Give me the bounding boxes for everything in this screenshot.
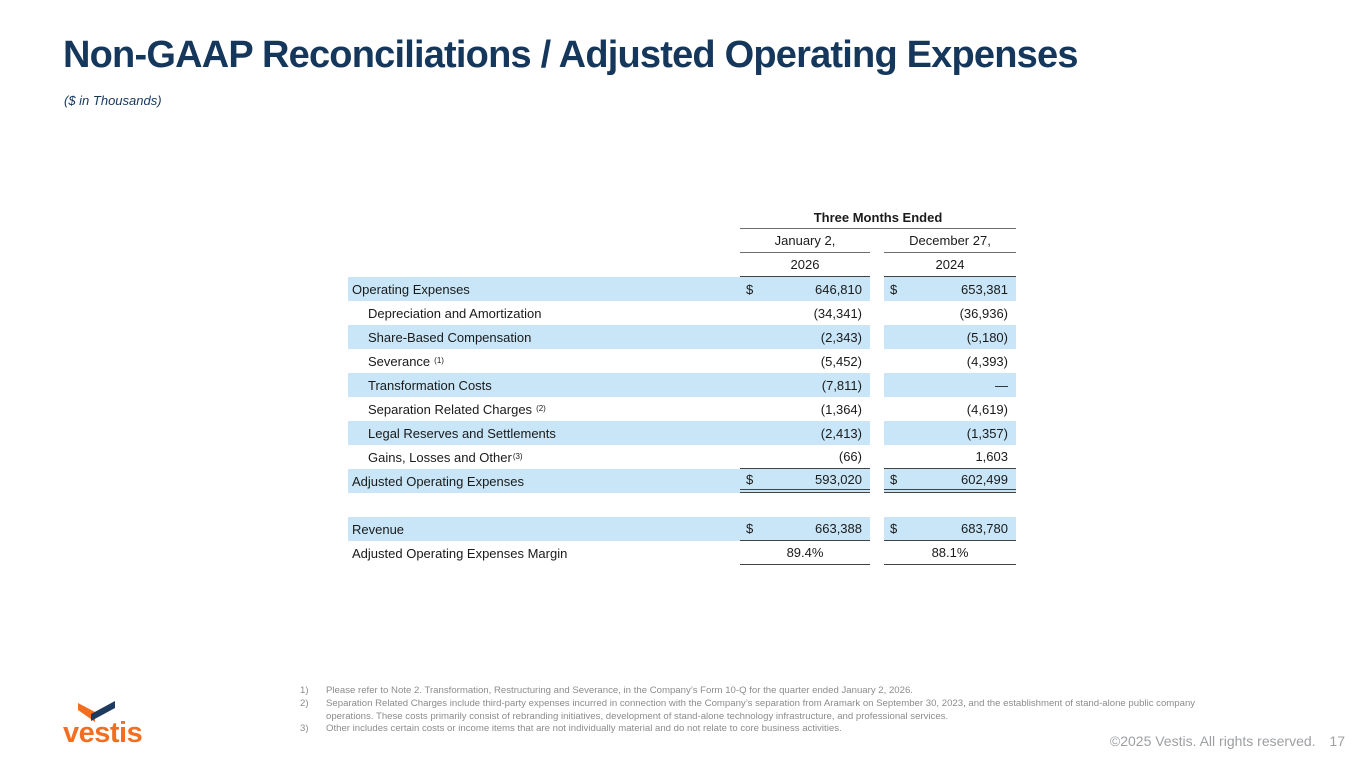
- value-cell: (5,180): [884, 325, 1016, 349]
- column-gutter: [870, 253, 884, 277]
- column-header-date-1: January 2,: [740, 229, 870, 253]
- column-gutter: [870, 229, 884, 253]
- value-cell: (2,413): [740, 421, 870, 445]
- table-row: [348, 325, 1016, 349]
- row-label: Revenue: [348, 517, 740, 541]
- table-row: [348, 541, 1016, 565]
- row-label: Separation Related Charges (2): [348, 397, 740, 421]
- value-cell: [740, 277, 870, 301]
- table-body: [348, 277, 1016, 565]
- row-label: Share-Based Compensation: [348, 325, 740, 349]
- row-label: Gains, Losses and Other (3): [348, 445, 740, 469]
- table-row: [348, 421, 1016, 445]
- footnote-3: [300, 723, 1196, 736]
- dollar-sign: $: [746, 281, 754, 297]
- empty-header-cell: [348, 229, 740, 253]
- row-label: Operating Expenses: [348, 277, 740, 301]
- value-cell: [740, 469, 870, 493]
- value-cell: (34,341): [740, 301, 870, 325]
- value-number: 593,020: [815, 471, 862, 487]
- financial-table: [348, 206, 1016, 565]
- footnote-2: [300, 698, 1196, 724]
- column-header-year-2: 2024: [884, 253, 1016, 277]
- value-cell: [740, 517, 870, 541]
- footnote-text: Separation Related Charges include third-party expenses incurred in connection with the Company’s separation from Aramark on September 30, 2023, and the establishment of stand-alone public company operations. These costs primarily consist of rebranding initiatives, development of stand-alone technology infrastructure, and professional services.: [326, 697, 1196, 722]
- value-cell: 1,603: [884, 445, 1016, 469]
- value-number: 646,810: [815, 281, 862, 297]
- page-number: 17: [1329, 733, 1345, 749]
- value-number: 602,499: [961, 471, 1008, 487]
- value-cell: (66): [740, 445, 870, 469]
- footnote-number: 1): [300, 685, 309, 696]
- table-row: [348, 469, 1016, 493]
- table-row: [348, 445, 1016, 469]
- column-gutter: [870, 541, 884, 565]
- empty-header-cell: [348, 253, 740, 277]
- column-gutter: [870, 325, 884, 349]
- table-row: [348, 397, 1016, 421]
- footnotes: [300, 685, 1196, 736]
- column-gutter: [870, 373, 884, 397]
- table-group-header: Three Months Ended: [740, 206, 1016, 229]
- copyright-text: ©2025 Vestis. All rights reserved.: [1109, 733, 1316, 749]
- value-cell: [884, 277, 1016, 301]
- table-group-header-row: [348, 206, 1016, 229]
- column-gutter: [870, 445, 884, 469]
- empty-header-cell: [348, 206, 740, 229]
- value-cell: 88.1%: [884, 541, 1016, 565]
- value-cell: 89.4%: [740, 541, 870, 565]
- value-cell: (36,936): [884, 301, 1016, 325]
- row-label: Transformation Costs: [348, 373, 740, 397]
- row-label: Depreciation and Amortization: [348, 301, 740, 325]
- dollar-sign: $: [890, 281, 898, 297]
- column-gutter: [870, 469, 884, 493]
- footnote-1: [300, 685, 1196, 698]
- column-header-date-2: December 27,: [884, 229, 1016, 253]
- column-gutter: [870, 277, 884, 301]
- table-row: [348, 349, 1016, 373]
- value-cell: (2,343): [740, 325, 870, 349]
- table-row: [348, 517, 1016, 541]
- column-gutter: [870, 349, 884, 373]
- table-row: [348, 301, 1016, 325]
- column-gutter: [870, 397, 884, 421]
- value-cell: (1,364): [740, 397, 870, 421]
- row-label: Adjusted Operating Expenses Margin: [348, 541, 740, 565]
- value-cell: [884, 469, 1016, 493]
- value-cell: (1,357): [884, 421, 1016, 445]
- subtitle: ($ in Thousands): [64, 93, 162, 108]
- value-cell: (7,811): [740, 373, 870, 397]
- table-year-header-row: [348, 253, 1016, 277]
- value-number: 653,381: [961, 281, 1008, 297]
- footnote-number: 2): [300, 697, 309, 709]
- footnote-text: Please refer to Note 2. Transformation, Restructuring and Severance, in the Company’s Form 10-Q for the quarter ended January 2, 2026.: [326, 685, 913, 696]
- table-row: [348, 373, 1016, 397]
- column-header-year-1: 2026: [740, 253, 870, 277]
- vestis-logo: [63, 699, 153, 751]
- footnote-number: 3): [300, 723, 309, 735]
- column-gutter: [870, 301, 884, 325]
- value-cell: [884, 517, 1016, 541]
- value-cell: (5,452): [740, 349, 870, 373]
- dollar-sign: $: [890, 471, 898, 487]
- page-title: Non-GAAP Reconciliations / Adjusted Operating Expenses: [63, 34, 1078, 76]
- dollar-sign: $: [890, 521, 898, 536]
- row-label: Legal Reserves and Settlements: [348, 421, 740, 445]
- footnote-text: Other includes certain costs or income items that are not individually material and do not relate to core business activities.: [326, 723, 842, 735]
- column-gutter: [870, 517, 884, 541]
- copyright: [1110, 733, 1345, 749]
- value-number: 683,780: [961, 521, 1008, 536]
- dollar-sign: $: [746, 521, 754, 536]
- table-date-header-row: [348, 229, 1016, 253]
- dollar-sign: $: [746, 471, 754, 487]
- column-gutter: [870, 421, 884, 445]
- value-number: 663,388: [815, 521, 862, 536]
- value-cell: —: [884, 373, 1016, 397]
- value-cell: (4,619): [884, 397, 1016, 421]
- row-label: Adjusted Operating Expenses: [348, 469, 740, 493]
- table-spacer-row: [348, 493, 1016, 517]
- value-cell: (4,393): [884, 349, 1016, 373]
- vestis-logo-text: vestis: [63, 717, 143, 749]
- table-row: [348, 277, 1016, 301]
- row-label: Severance (1): [348, 349, 740, 373]
